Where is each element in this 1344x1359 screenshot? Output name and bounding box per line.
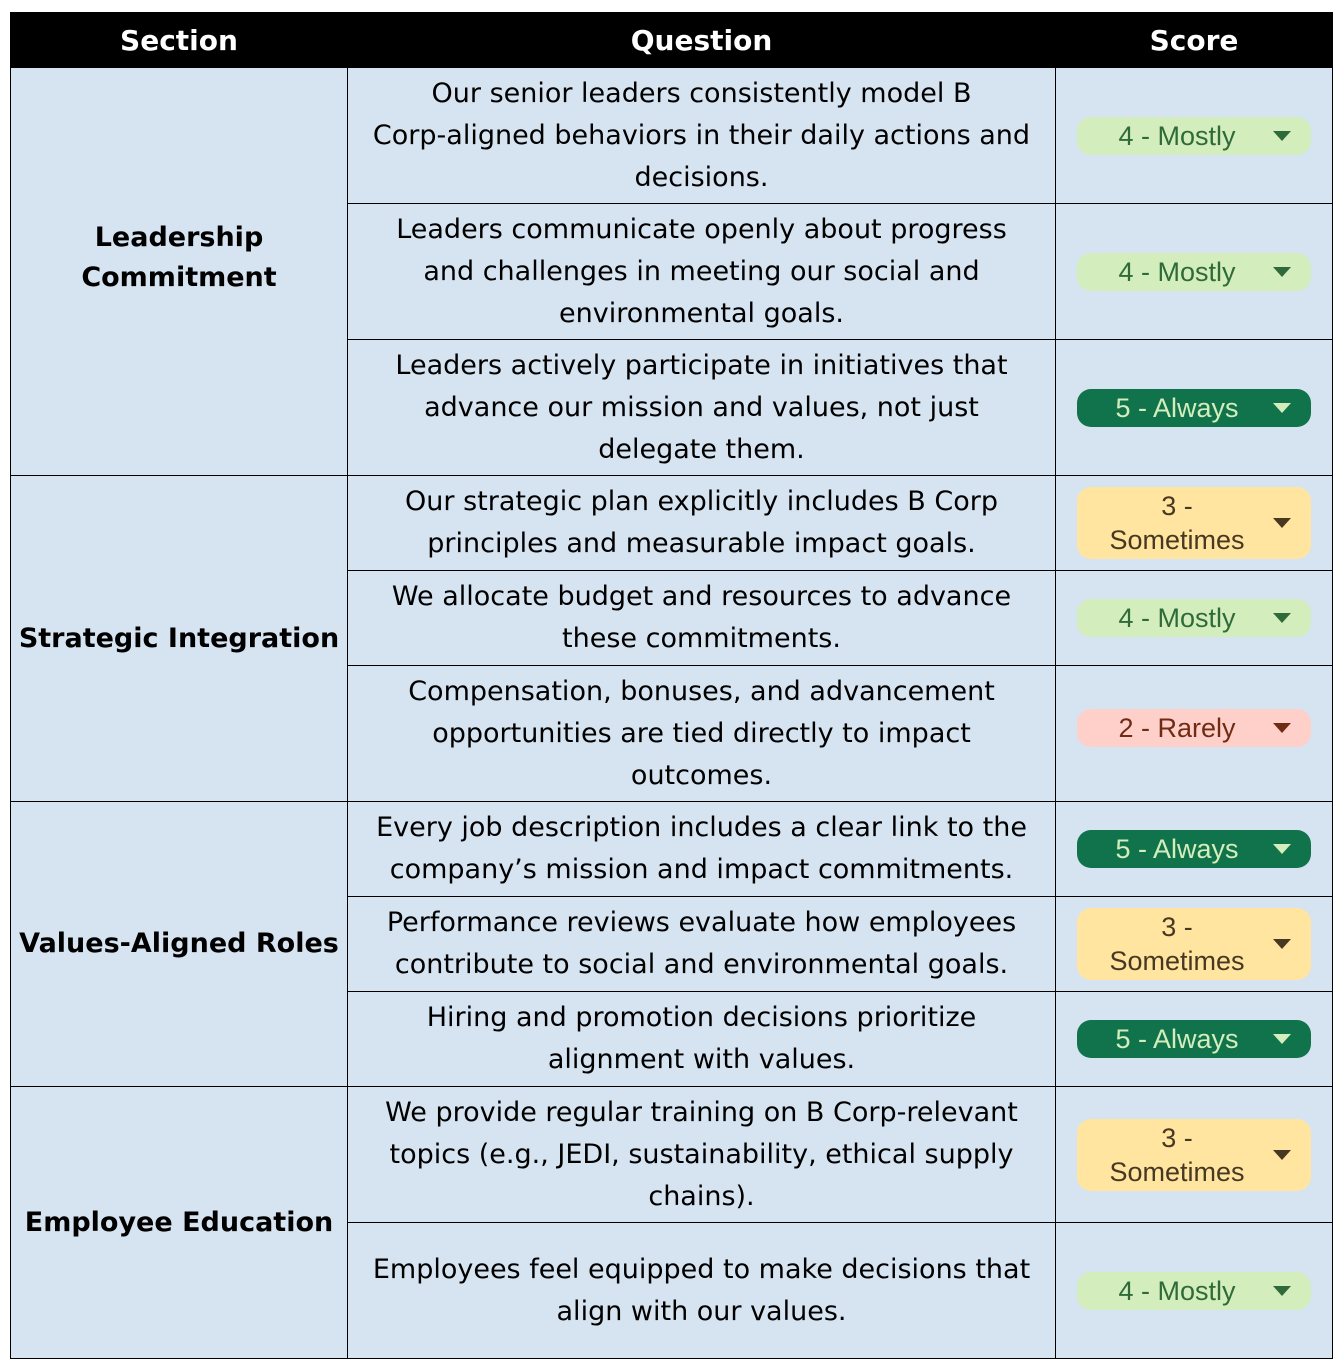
question-line: Our strategic plan explicitly includes B Corp [405, 486, 998, 517]
score-value-line: Sometimes [1109, 525, 1245, 555]
score-value: 4 - Mostly [1118, 603, 1236, 633]
question-line: advance our mission and values, not just [424, 391, 979, 423]
question-line: principles and measurable impact goals. [427, 528, 976, 559]
dropdown-arrow-icon[interactable] [1273, 518, 1291, 528]
question-line: environmental goals. [559, 297, 844, 329]
question-line: these commitments. [562, 623, 841, 654]
question-cell[interactable] [348, 992, 1056, 1087]
score-value-line: Sometimes [1109, 1156, 1245, 1187]
question-line: We provide regular training on B Corp-relevant [385, 1096, 1018, 1128]
question-line: opportunities are tied directly to impact [432, 717, 971, 749]
question-cell[interactable] [348, 1087, 1056, 1223]
question-line: Leaders communicate openly about progress [396, 213, 1007, 245]
score-cell[interactable] [1056, 68, 1333, 204]
question-cell[interactable] [348, 1223, 1056, 1359]
dropdown-arrow-icon[interactable] [1273, 1150, 1291, 1160]
table-row [11, 802, 1333, 897]
dropdown-arrow-icon[interactable] [1273, 131, 1291, 141]
score-cell[interactable] [1056, 1087, 1333, 1223]
score-cell[interactable] [1056, 1223, 1333, 1359]
question-cell[interactable] [348, 476, 1056, 571]
header-row [11, 13, 1333, 68]
question-line: decisions. [634, 161, 769, 193]
section-cell-employee-education[interactable] [11, 1087, 348, 1359]
score-value-line: Sometimes [1109, 946, 1245, 976]
table-row [11, 68, 1333, 204]
score-dropdown[interactable] [1077, 830, 1311, 868]
score-value: 4 - Mostly [1118, 1275, 1236, 1306]
question-line: contribute to social and environmental goals. [394, 949, 1009, 980]
question-cell[interactable] [348, 897, 1056, 992]
section-name-line: Values-Aligned Roles [19, 928, 339, 959]
dropdown-arrow-icon[interactable] [1273, 1034, 1291, 1044]
question-line: delegate them. [598, 433, 805, 465]
question-line: Compensation, bonuses, and advancement [408, 675, 995, 707]
assessment-table [10, 12, 1333, 1359]
dropdown-arrow-icon[interactable] [1273, 723, 1291, 733]
question-line: alignment with values. [547, 1044, 856, 1075]
question-line: outcomes. [630, 759, 773, 791]
question-cell[interactable] [348, 666, 1056, 802]
score-cell[interactable] [1056, 897, 1333, 992]
score-dropdown[interactable] [1077, 117, 1311, 155]
score-cell[interactable] [1056, 992, 1333, 1087]
score-cell[interactable] [1056, 340, 1333, 476]
question-cell[interactable] [348, 802, 1056, 897]
question-line: Performance reviews evaluate how employees [386, 907, 1017, 938]
score-value: 4 - Mostly [1118, 120, 1236, 151]
section-name-line: Leadership [94, 221, 264, 253]
score-dropdown[interactable] [1077, 1020, 1311, 1058]
score-dropdown[interactable] [1077, 487, 1311, 559]
question-line: topics (e.g., JEDI, sustainability, ethical supply [389, 1138, 1014, 1170]
section-cell-values-aligned-roles[interactable] [11, 802, 348, 1087]
score-value: 5 - Always [1115, 1024, 1239, 1054]
score-value: 5 - Always [1115, 834, 1239, 864]
score-cell[interactable] [1056, 666, 1333, 802]
score-cell[interactable] [1056, 802, 1333, 897]
question-line: Leaders actively participate in initiatives that [395, 349, 1008, 381]
score-value: 2 - Rarely [1118, 712, 1236, 743]
question-line: Corp-aligned behaviors in their daily actions and [372, 119, 1031, 151]
question-cell[interactable] [348, 340, 1056, 476]
question-line: and challenges in meeting our social and [423, 255, 980, 287]
score-cell[interactable] [1056, 571, 1333, 666]
score-dropdown[interactable] [1077, 908, 1311, 980]
section-name-line: Commitment [81, 261, 277, 293]
question-cell[interactable] [348, 571, 1056, 666]
score-value: 5 - Always [1115, 392, 1239, 423]
dropdown-arrow-icon[interactable] [1273, 939, 1291, 949]
dropdown-arrow-icon[interactable] [1273, 403, 1291, 413]
question-line: chains). [648, 1180, 755, 1212]
question-cell[interactable] [348, 204, 1056, 340]
question-line: Every job description includes a clear link to the [376, 812, 1027, 843]
question-line: company’s mission and impact commitments. [389, 854, 1014, 885]
question-line: Hiring and promotion decisions prioritize [426, 1002, 977, 1033]
table-row [11, 1087, 1333, 1223]
section-name-line: Strategic Integration [18, 622, 340, 654]
table-row [11, 476, 1333, 571]
header-section[interactable]: Section [11, 13, 348, 68]
score-value-line: 3 - [1161, 912, 1193, 942]
dropdown-arrow-icon[interactable] [1273, 1286, 1291, 1296]
assessment-sheet [10, 12, 1332, 1359]
dropdown-arrow-icon[interactable] [1273, 844, 1291, 854]
dropdown-arrow-icon[interactable] [1273, 267, 1291, 277]
header-score[interactable]: Score [1056, 13, 1333, 68]
score-cell[interactable] [1056, 204, 1333, 340]
section-cell-leadership-commitment[interactable] [11, 68, 348, 476]
question-line: align with our values. [556, 1295, 847, 1327]
score-value: 4 - Mostly [1118, 256, 1236, 287]
question-line: Our senior leaders consistently model B [431, 77, 972, 109]
dropdown-arrow-icon[interactable] [1273, 613, 1291, 623]
score-dropdown[interactable] [1077, 709, 1311, 747]
score-dropdown[interactable] [1077, 389, 1311, 427]
score-dropdown[interactable] [1077, 1119, 1311, 1191]
score-dropdown[interactable] [1077, 1272, 1311, 1310]
question-line: Employees feel equipped to make decisions that [372, 1253, 1031, 1285]
score-value-line: 3 - [1161, 491, 1193, 521]
section-cell-strategic-integration[interactable] [11, 476, 348, 802]
question-cell[interactable] [348, 68, 1056, 204]
score-dropdown[interactable] [1077, 253, 1311, 291]
section-name-line: Employee Education [24, 1206, 334, 1238]
score-dropdown[interactable] [1077, 599, 1311, 637]
question-line: We allocate budget and resources to advance [391, 581, 1012, 612]
score-value-line: 3 - [1161, 1122, 1193, 1153]
score-cell[interactable] [1056, 476, 1333, 571]
header-question[interactable]: Question [348, 13, 1056, 68]
